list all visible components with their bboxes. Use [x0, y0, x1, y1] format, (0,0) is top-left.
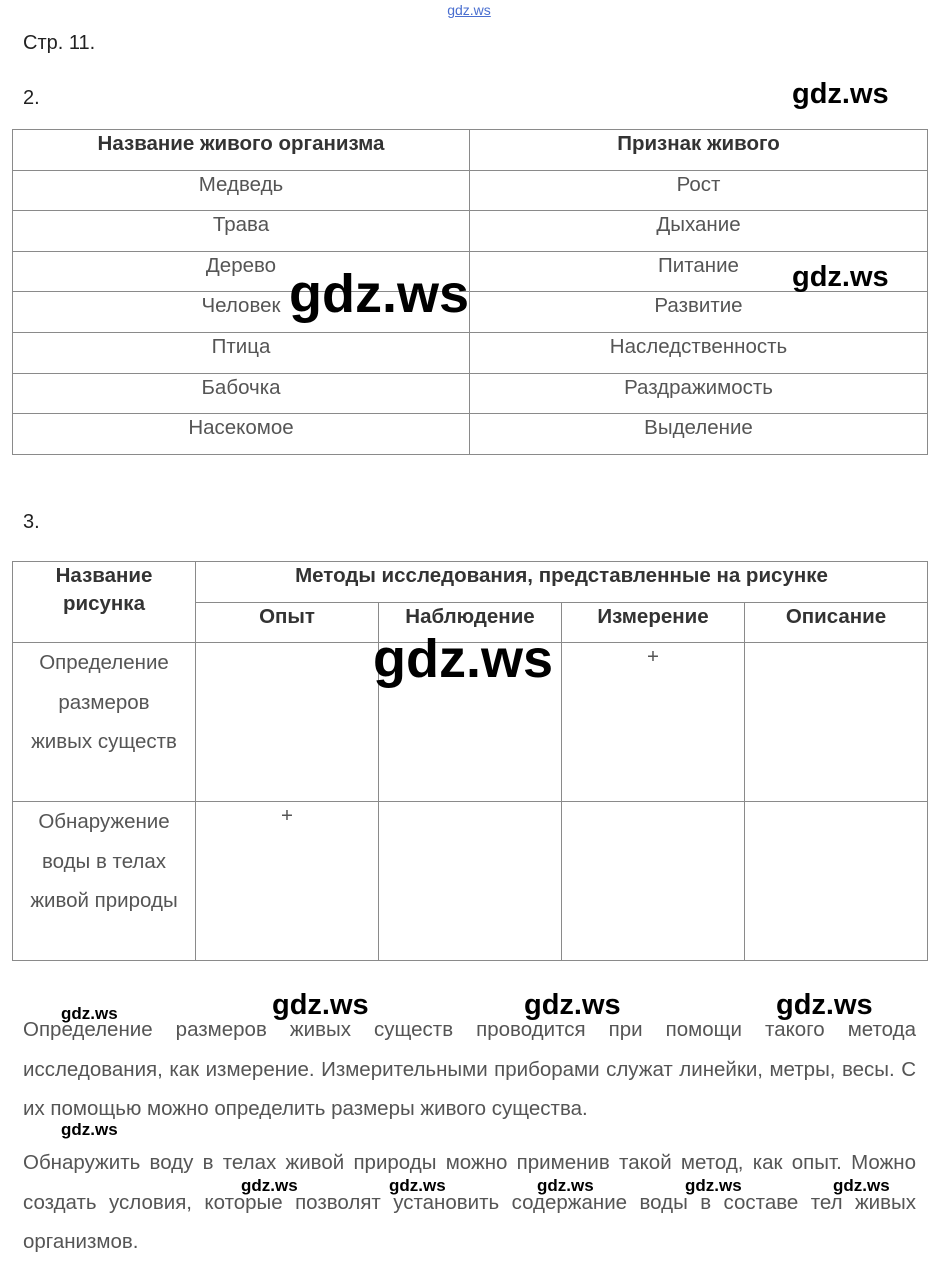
sign-cell: Рост [470, 170, 928, 211]
page-reference: Стр. 11. [23, 32, 96, 54]
header-method-experiment: Опыт [196, 602, 379, 643]
table-header-row [13, 562, 928, 603]
watermark: gdz.ws [373, 629, 554, 689]
organism-cell: Дерево [13, 251, 470, 292]
mark-cell [745, 643, 928, 802]
picture-name-cell: Обнаружение воды в телах живой природы [13, 802, 196, 961]
picture-name-cell: Определение размеров живых существ [13, 643, 196, 802]
header-method-description: Описание [745, 602, 928, 643]
header-picture-name: Название рисунка [13, 562, 196, 643]
header-methods: Методы исследования, представленные на рисунке [196, 562, 928, 603]
table-row [13, 170, 928, 211]
sign-cell: Развитие [470, 292, 928, 333]
watermark: gdz.ws [537, 1176, 594, 1195]
table-row [13, 332, 928, 373]
table-row [13, 414, 928, 455]
answer-paragraph-1: Определение размеров живых существ проводится при помощи такого метода исследования, как измерение. Измерительными приборами служат линейки, метры, весы. С их помощью можно определить размеры живого существа. [23, 1018, 916, 1120]
sign-cell: Наследственность [470, 332, 928, 373]
header-method-measurement: Измерение [562, 602, 745, 643]
task-3-number: 3. [23, 511, 40, 533]
organism-cell: Трава [13, 211, 470, 252]
mark-cell [196, 643, 379, 802]
table-row [13, 373, 928, 414]
task-2-table [12, 129, 928, 455]
watermark: gdz.ws [61, 1120, 118, 1139]
watermark: gdz.ws [389, 1176, 446, 1195]
task-2-number: 2. [23, 87, 40, 109]
top-watermark-link[interactable]: gdz.ws [447, 2, 491, 18]
sign-cell: Питание [470, 251, 928, 292]
organism-cell: Человек [13, 292, 470, 333]
watermark: gdz.ws [776, 989, 873, 1021]
mark-cell: + [562, 643, 745, 802]
organism-cell: Медведь [13, 170, 470, 211]
sign-cell: Выделение [470, 414, 928, 455]
watermark: gdz.ws [241, 1176, 298, 1195]
organism-cell: Птица [13, 332, 470, 373]
watermark: gdz.ws [61, 1004, 118, 1023]
watermark: gdz.ws [272, 989, 369, 1021]
sign-cell: Раздражимость [470, 373, 928, 414]
table-header-row [13, 130, 928, 171]
watermark: gdz.ws [524, 989, 621, 1021]
mark-cell [379, 802, 562, 961]
mark-cell [562, 802, 745, 961]
watermark: gdz.ws [685, 1176, 742, 1195]
header-sign-of-life: Признак живого [470, 130, 928, 171]
watermark: gdz.ws [792, 261, 889, 293]
organism-cell: Бабочка [13, 373, 470, 414]
watermark: gdz.ws [833, 1176, 890, 1195]
organism-cell: Насекомое [13, 414, 470, 455]
answer-paragraph-2: Обнаружить воду в телах живой природы можно применив такой метод, как опыт. Можно создать условия, которые позволят установить содержание воды в составе тел живых организмов. [23, 1151, 916, 1253]
watermark: gdz.ws [792, 78, 889, 110]
table-row [13, 251, 928, 292]
task-3-table [12, 561, 928, 961]
header-method-observation: Наблюдение [379, 602, 562, 643]
mark-cell [745, 802, 928, 961]
table-row [13, 292, 928, 333]
mark-cell: + [196, 802, 379, 961]
table-row [13, 802, 928, 961]
table-row [13, 211, 928, 252]
sign-cell: Дыхание [470, 211, 928, 252]
header-organism: Название живого организма [13, 130, 470, 171]
watermark: gdz.ws [289, 264, 470, 324]
